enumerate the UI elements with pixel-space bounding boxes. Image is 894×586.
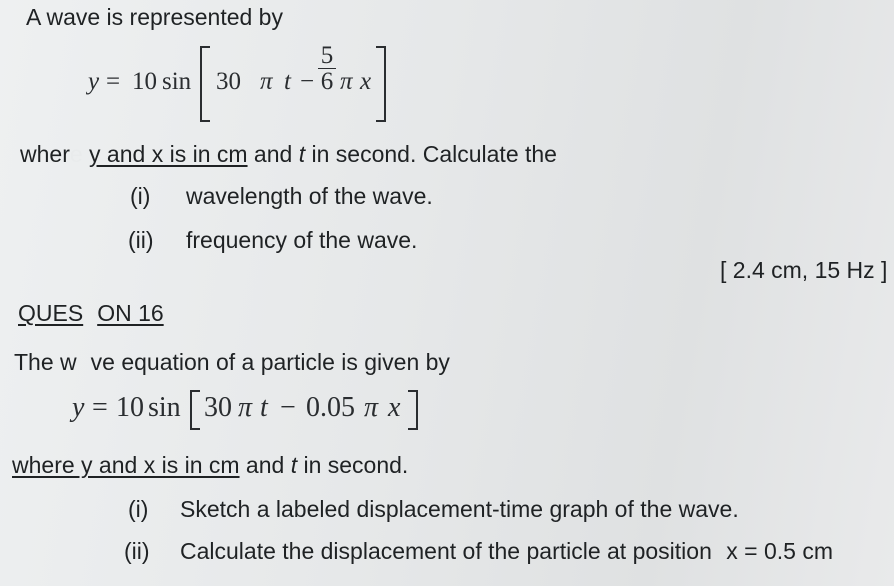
- q16-part-ii-num: (ii): [124, 538, 150, 564]
- q15-where-line: where y and x is in cm and t in second. Calculate the: [20, 141, 557, 167]
- q15-part-ii-text: frequency of the wave.: [186, 227, 418, 253]
- q16-where-line: where y and x is in cm and t in second.: [12, 452, 409, 478]
- q16-part-ii-text: Calculate the displacement of the particle at position x = 0.5 cm: [180, 538, 833, 564]
- q15-intro: A wave is represented by: [26, 4, 283, 30]
- q15-part-i-num: (i): [130, 183, 151, 209]
- q16-part-i-text: Sketch a labeled displacement-time graph of the wave.: [180, 496, 739, 522]
- q16-left-bracket: [190, 390, 200, 430]
- q16-right-bracket: [408, 390, 418, 430]
- q16-heading: QUES ON 16: [18, 300, 164, 326]
- q16-part-i-num: (i): [128, 496, 149, 522]
- q16-intro: The w ve equation of a particle is given by: [14, 349, 450, 375]
- right-bracket: [376, 46, 386, 122]
- q15-answer: [ 2.4 cm, 15 Hz ]: [720, 257, 888, 283]
- q15-part-i-text: wavelength of the wave.: [186, 183, 433, 209]
- q15-fraction: 5 6: [318, 44, 336, 95]
- q15-part-ii-num: (ii): [128, 227, 154, 253]
- left-bracket: [200, 46, 210, 122]
